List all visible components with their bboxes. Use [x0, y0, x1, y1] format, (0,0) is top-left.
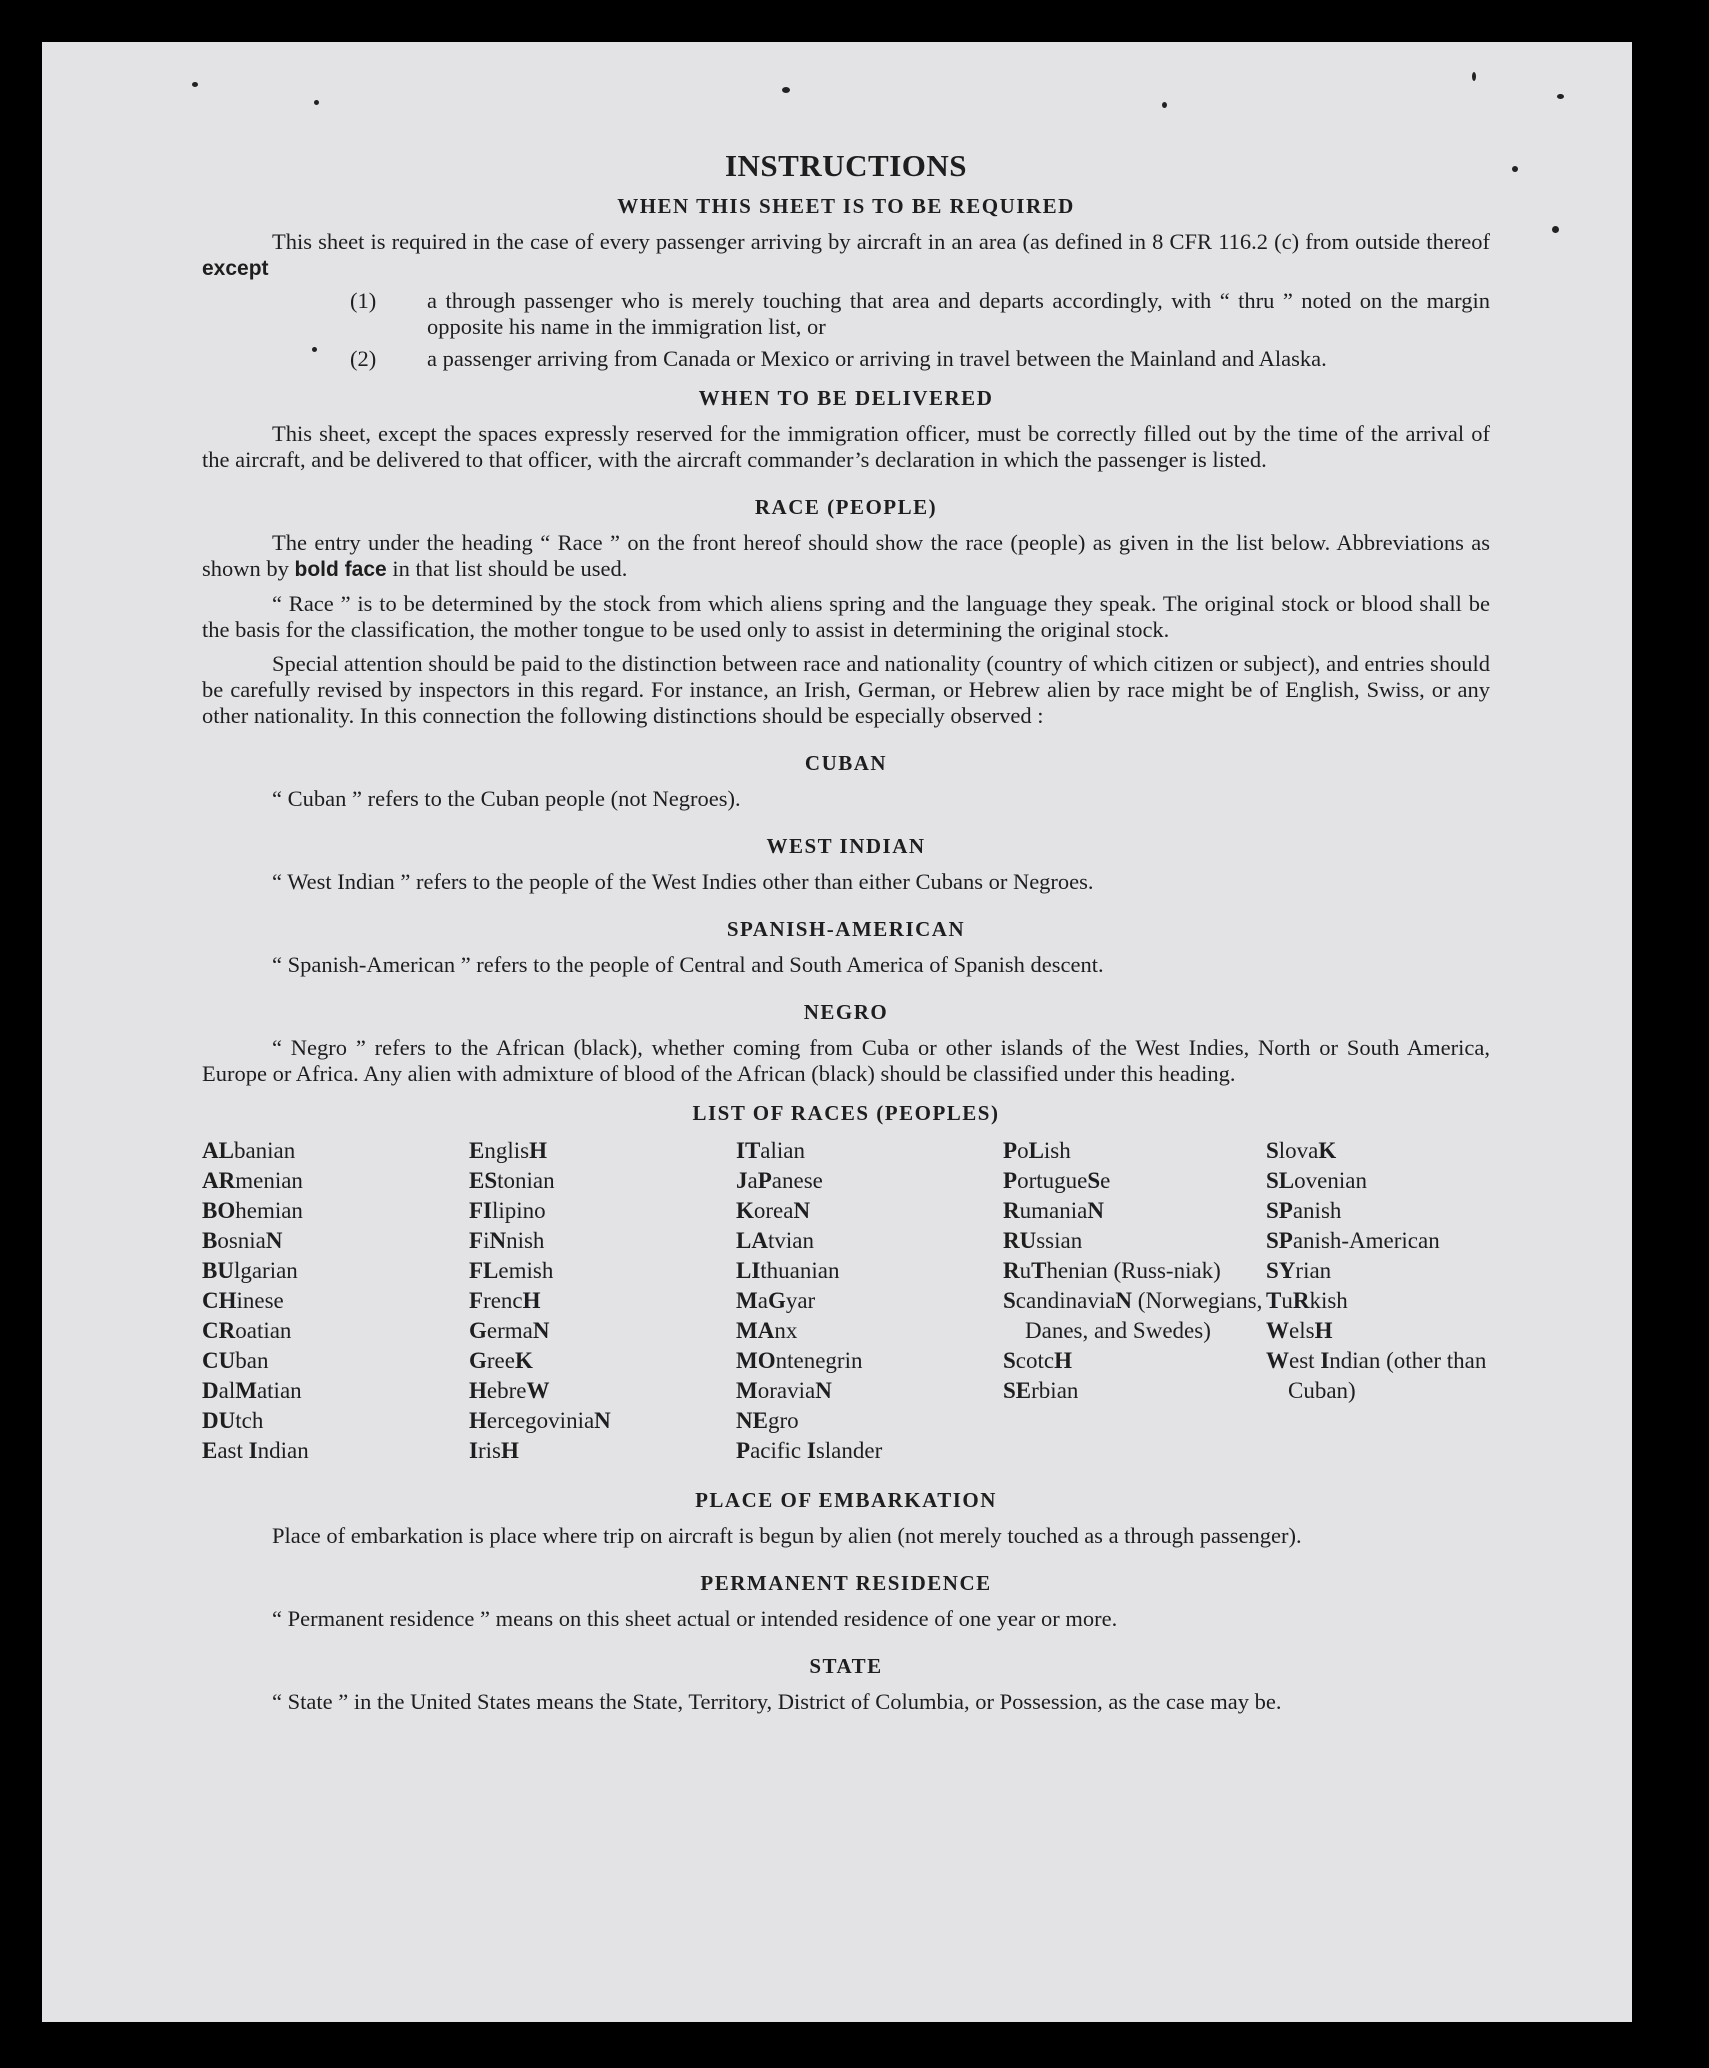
race-text-part: ovenian	[1294, 1168, 1367, 1193]
race-text-part: oravia	[757, 1378, 816, 1403]
race-abbrev-part: K	[1318, 1138, 1337, 1163]
race-entry	[469, 1166, 736, 1196]
race-text-part: alian	[760, 1138, 805, 1163]
race-abbrev-part: K	[514, 1348, 533, 1373]
race-abbrev-part: F	[469, 1228, 484, 1253]
race-abbrev-part: S	[1003, 1348, 1016, 1373]
race-text-part: inese	[236, 1288, 284, 1313]
race-entry	[1003, 1346, 1266, 1376]
scan-speck	[1557, 94, 1564, 99]
list-item: (1) a through passenger who is merely touching that area and departs accordingly, with “ thru ” noted on the margin opposite his name in the immigration list, or	[350, 288, 1490, 339]
race-text-part: tvian	[767, 1228, 814, 1253]
race-text-part: lgarian	[233, 1258, 298, 1283]
race-text-part: ebre	[486, 1378, 527, 1403]
section-heading-west-indian: WEST INDIAN	[766, 834, 926, 858]
race-entry	[469, 1136, 736, 1166]
spanish-american-paragraph: “ Spanish-American ” refers to the people of Central and South America of Spanish descent.	[272, 952, 1104, 977]
race-text-part: renc	[483, 1288, 523, 1313]
race-entry	[736, 1256, 1003, 1286]
race-abbrev-part: CH	[202, 1288, 237, 1313]
race-abbrev-part: N	[815, 1378, 832, 1403]
race-text-part: ast	[217, 1438, 249, 1463]
race-abbrev-part: I	[806, 1438, 816, 1463]
race-text-part: anish	[1292, 1198, 1342, 1223]
race-entry	[202, 1226, 469, 1256]
race-text-part: menian	[235, 1168, 303, 1193]
race-text-part: tonian	[497, 1168, 555, 1193]
race-entry	[202, 1316, 469, 1346]
race-entry	[1266, 1166, 1490, 1196]
race-entry	[202, 1166, 469, 1196]
except-bold: except	[202, 257, 269, 280]
race-abbrev-part: AL	[202, 1138, 234, 1163]
race-text-part: emish	[498, 1258, 554, 1283]
race-text-part: cotc	[1015, 1348, 1055, 1373]
race-abbrev-part: N	[489, 1228, 507, 1253]
race-text-part: kish	[1309, 1288, 1348, 1313]
embarkation-paragraph: Place of embarkation is place where trip on aircraft is begun by alien (not merely touched as a through passenger).	[272, 1523, 1302, 1548]
residence-paragraph: “ Permanent residence ” means on this sheet actual or intended residence of one year or more.	[272, 1606, 1118, 1631]
race-entry	[202, 1136, 469, 1166]
race-entry	[469, 1376, 736, 1406]
race-text-part: slander	[815, 1438, 883, 1463]
race-entry	[1003, 1166, 1266, 1196]
race-abbrev-part: S	[1003, 1288, 1016, 1313]
section-heading-race: RACE (PEOPLE)	[754, 495, 938, 519]
race-text-part: a	[747, 1168, 758, 1193]
race-entry	[736, 1286, 1003, 1316]
race-entry	[202, 1376, 469, 1406]
section-heading-embarkation: PLACE OF EMBARKATION	[695, 1488, 997, 1512]
race-abbrev-part: RU	[1003, 1228, 1037, 1253]
race-abbrev-part: K	[736, 1198, 754, 1223]
race-text-part: rbian	[1031, 1378, 1079, 1403]
race-entry	[736, 1226, 1003, 1256]
section-heading-list-of-races: LIST OF RACES (PEOPLES)	[692, 1101, 1000, 1125]
races-list	[202, 1136, 1490, 1466]
race-entry	[1266, 1256, 1490, 1286]
race-text-part: anish-American	[1292, 1228, 1440, 1253]
race-abbrev-part: I	[469, 1438, 478, 1463]
race-abbrev-part: R	[1003, 1258, 1020, 1283]
race-entry	[469, 1286, 736, 1316]
race-text-part: umania	[1019, 1198, 1088, 1223]
race-abbrev-part: G	[469, 1348, 487, 1373]
race-abbrev-part: H	[1314, 1318, 1333, 1343]
race-entry	[469, 1346, 736, 1376]
race-entry	[469, 1406, 736, 1436]
race-abbrev-part: P	[757, 1168, 772, 1193]
race-entry	[469, 1226, 736, 1256]
race-abbrev-part: S	[1087, 1168, 1101, 1193]
race-abbrev-part: IT	[736, 1138, 761, 1163]
race-text-part: ish	[1043, 1138, 1071, 1163]
race-entry	[736, 1136, 1003, 1166]
race-entry	[736, 1346, 1003, 1376]
race-abbrev-part: LA	[736, 1228, 768, 1253]
race-abbrev-part: J	[736, 1168, 748, 1193]
race-abbrev-part: T	[1266, 1288, 1282, 1313]
bold-face-text: bold face	[294, 558, 387, 581]
race-text-part: candinavia	[1015, 1288, 1116, 1313]
race-abbrev-part: S	[1266, 1138, 1279, 1163]
race-text-part: u	[1019, 1258, 1032, 1283]
races-column	[202, 1136, 469, 1466]
section-heading-state: STATE	[809, 1654, 883, 1678]
race-entry	[1266, 1136, 1490, 1166]
race-text-part: ntenegrin	[775, 1348, 863, 1373]
race-abbrev-part: B	[202, 1228, 218, 1253]
race-abbrev-part: F	[469, 1288, 484, 1313]
section-heading-residence: PERMANENT RESIDENCE	[700, 1571, 992, 1595]
race-abbrev-part: P	[1003, 1168, 1018, 1193]
race-text-part: u	[1281, 1288, 1293, 1313]
delivered-paragraph: This sheet, except the spaces expressly reserved for the immigration officer, must be correctly filled out by the time of the arrival of the aircraft, and be delivered to that officer, with the aircraft commander’s declaration in which the passenger is listed.	[202, 421, 1490, 472]
race-abbrev-part: R	[1003, 1198, 1020, 1223]
race-abbrev-part: W	[526, 1378, 550, 1403]
race-text-part: oatian	[235, 1318, 292, 1343]
race-abbrev-part: H	[529, 1138, 547, 1163]
race-text-part: ree	[486, 1348, 515, 1373]
race-text-part: thuanian	[760, 1258, 840, 1283]
cuban-paragraph: “ Cuban ” refers to the Cuban people (not Negroes).	[272, 786, 741, 811]
race-entry	[1003, 1376, 1266, 1406]
race-text-part: ercegovinia	[486, 1408, 595, 1433]
race-abbrev-part: MO	[736, 1348, 776, 1373]
race-entry	[469, 1316, 736, 1346]
west-indian-paragraph: “ West Indian ” refers to the people of the West Indies other than either Cubans or Negroes.	[272, 869, 1094, 894]
race-text-part: yar	[785, 1288, 816, 1313]
race-abbrev-part: SP	[1266, 1198, 1293, 1223]
race-abbrev-part: E	[202, 1438, 218, 1463]
race-entry	[1266, 1196, 1490, 1226]
race-entry	[1003, 1256, 1266, 1286]
race-abbrev-part: SP	[1266, 1228, 1293, 1253]
race-abbrev-part: N	[265, 1228, 283, 1253]
race-entry	[1266, 1346, 1490, 1406]
instructions-body	[202, 148, 1490, 1715]
race-entry	[1003, 1136, 1266, 1166]
page-title: INSTRUCTIONS	[724, 148, 967, 183]
race-entry	[1266, 1316, 1490, 1346]
race-abbrev-part: H	[469, 1408, 487, 1433]
scan-speck	[1512, 166, 1518, 172]
race-text-part: ndian	[257, 1438, 309, 1463]
race-text-part: (Norwegians, Danes, and Swedes)	[1025, 1288, 1263, 1343]
race-entry	[202, 1256, 469, 1286]
race-abbrev-part: G	[469, 1318, 487, 1343]
section-heading-negro: NEGRO	[803, 1000, 889, 1024]
required-paragraph: This sheet is required in the case of every passenger arriving by aircraft in an area (as defined in 8 CFR 116.2 (c) from outside thereof except	[202, 229, 1490, 280]
race-abbrev-part: ES	[469, 1168, 498, 1193]
race-abbrev-part: NE	[736, 1408, 768, 1433]
race-abbrev-part: R	[1292, 1288, 1310, 1313]
race-text-part: i	[483, 1228, 490, 1253]
race-text-part: e	[1100, 1168, 1111, 1193]
race-text-part: nx	[774, 1318, 798, 1343]
race-abbrev-part: P	[1003, 1138, 1018, 1163]
race-text-part: nglis	[484, 1138, 530, 1163]
race-paragraph-2: “ Race ” is to be determined by the stock from which aliens spring and the language they speak. The original stock or blood shall be the basis for the classification, the mother tongue to be used only to assist in determining the original stock.	[202, 591, 1490, 642]
race-text-part: est	[1289, 1348, 1321, 1373]
race-abbrev-part: CR	[202, 1318, 236, 1343]
race-text-part: acific	[750, 1438, 807, 1463]
race-abbrev-part: I	[1320, 1348, 1330, 1373]
scan-speck	[1552, 226, 1559, 233]
race-text-part: ban	[235, 1348, 269, 1373]
race-abbrev-part: E	[469, 1138, 485, 1163]
race-text-part: tch	[235, 1408, 264, 1433]
race-abbrev-part: BU	[202, 1258, 234, 1283]
scan-speck	[314, 100, 319, 105]
race-abbrev-part: H	[500, 1438, 519, 1463]
race-text-part: atian	[256, 1378, 302, 1403]
race-abbrev-part: N	[532, 1318, 550, 1343]
race-abbrev-part: G	[767, 1288, 786, 1313]
race-entry	[736, 1316, 1003, 1346]
race-entry	[1266, 1286, 1490, 1316]
scan-speck	[782, 87, 790, 93]
race-text-part: nish	[506, 1228, 545, 1253]
race-entry	[1003, 1226, 1266, 1256]
race-abbrev-part: AR	[202, 1168, 236, 1193]
race-text-part: ris	[477, 1438, 501, 1463]
race-abbrev-part: H	[469, 1378, 487, 1403]
race-abbrev-part: MA	[736, 1318, 775, 1343]
race-text-part: o	[1017, 1138, 1029, 1163]
race-entry	[1003, 1286, 1266, 1346]
race-entry	[1003, 1196, 1266, 1226]
race-text-part: lipino	[492, 1198, 546, 1223]
race-text-part: anese	[771, 1168, 823, 1193]
exception-list	[202, 288, 1490, 372]
race-abbrev-part: CU	[202, 1348, 236, 1373]
race-entry	[736, 1166, 1003, 1196]
section-heading-spanish-american: SPANISH-AMERICAN	[726, 917, 966, 941]
race-abbrev-part: SY	[1266, 1258, 1296, 1283]
race-abbrev-part: H	[522, 1288, 541, 1313]
race-entry	[469, 1196, 736, 1226]
race-abbrev-part: W	[1266, 1348, 1289, 1373]
race-entry	[202, 1286, 469, 1316]
races-column	[469, 1136, 736, 1466]
race-abbrev-part: M	[235, 1378, 257, 1403]
race-text-part: al	[218, 1378, 236, 1403]
race-abbrev-part: N	[594, 1408, 611, 1433]
race-entry	[202, 1436, 469, 1466]
scan-speck	[1162, 102, 1167, 108]
scan-speck	[192, 82, 198, 87]
race-paragraph-3: Special attention should be paid to the distinction between race and nationality (country of which citizen or subject), and entries should be carefully revised by inspectors in this regard. For instance, an Irish, German, or Hebrew alien by race might be of English, Swiss, or any other nationality. In this connection the following distinctions should be especially observed :	[202, 651, 1490, 728]
section-heading-required: WHEN THIS SHEET IS TO BE REQUIRED	[617, 194, 1075, 218]
race-text-part: ndian (other than Cuban)	[1288, 1348, 1487, 1403]
race-abbrev-part: LI	[736, 1258, 761, 1283]
race-abbrev-part: D	[202, 1378, 219, 1403]
race-entry	[202, 1196, 469, 1226]
race-text-part: rian	[1295, 1258, 1332, 1283]
race-paragraph-1: The entry under the heading “ Race ” on the front hereof should show the race (people) as given in the list below. Abbreviations as shown by bold face in that list should be used.	[202, 530, 1490, 581]
section-heading-delivered: WHEN TO BE DELIVERED	[698, 386, 994, 410]
races-column	[736, 1136, 1003, 1466]
race-text-part: hemian	[235, 1198, 303, 1223]
race-abbrev-part: DU	[202, 1408, 236, 1433]
race-abbrev-part: L	[1028, 1138, 1044, 1163]
race-abbrev-part: N	[1115, 1288, 1133, 1313]
race-text-part: els	[1289, 1318, 1315, 1343]
race-entry	[1266, 1226, 1490, 1256]
race-abbrev-part: M	[736, 1288, 758, 1313]
race-abbrev-part: SL	[1266, 1168, 1295, 1193]
section-heading-cuban: CUBAN	[804, 751, 888, 775]
races-column	[1003, 1136, 1266, 1466]
race-text-part: osnia	[217, 1228, 266, 1253]
race-abbrev-part: SE	[1003, 1378, 1032, 1403]
scan-speck	[1472, 72, 1476, 81]
race-text-part: lova	[1278, 1138, 1319, 1163]
races-column	[1266, 1136, 1490, 1466]
race-entry	[202, 1346, 469, 1376]
race-abbrev-part: FI	[469, 1198, 492, 1223]
race-text-part: henian (Russ-niak)	[1046, 1258, 1221, 1283]
race-text-part: erma	[486, 1318, 533, 1343]
race-abbrev-part: W	[1266, 1318, 1289, 1343]
race-text-part: ortugue	[1017, 1168, 1088, 1193]
race-abbrev-part: I	[248, 1438, 258, 1463]
race-abbrev-part: P	[736, 1438, 751, 1463]
race-abbrev-part: BO	[202, 1198, 236, 1223]
race-abbrev-part: FL	[469, 1258, 499, 1283]
race-entry	[469, 1436, 736, 1466]
race-abbrev-part: N	[1087, 1198, 1104, 1223]
race-abbrev-part: M	[736, 1378, 758, 1403]
race-text-part: a	[757, 1288, 768, 1313]
race-entry	[736, 1376, 1003, 1406]
list-item: (2) a passenger arriving from Canada or Mexico or arriving in travel between the Mainland and Alaska.	[350, 346, 1327, 371]
race-text-part: banian	[233, 1138, 296, 1163]
negro-paragraph: “ Negro ” refers to the African (black), whether coming from Cuba or other islands of the West Indies, North or South America, Europe or Africa. Any alien with admixture of blood of the African (black) should be classified under this heading.	[202, 1035, 1490, 1086]
race-abbrev-part: N	[793, 1198, 811, 1223]
race-entry	[736, 1406, 1003, 1436]
race-text-part: ssian	[1036, 1228, 1083, 1253]
race-entry	[202, 1406, 469, 1436]
race-text-part: gro	[767, 1408, 799, 1433]
race-entry	[469, 1256, 736, 1286]
race-entry	[736, 1436, 1003, 1466]
race-abbrev-part: H	[1054, 1348, 1072, 1373]
race-text-part: orea	[753, 1198, 794, 1223]
race-entry	[736, 1196, 1003, 1226]
race-abbrev-part: T	[1031, 1258, 1047, 1283]
state-paragraph: “ State ” in the United States means the State, Territory, District of Columbia, or Possession, as the case may be.	[272, 1689, 1282, 1714]
